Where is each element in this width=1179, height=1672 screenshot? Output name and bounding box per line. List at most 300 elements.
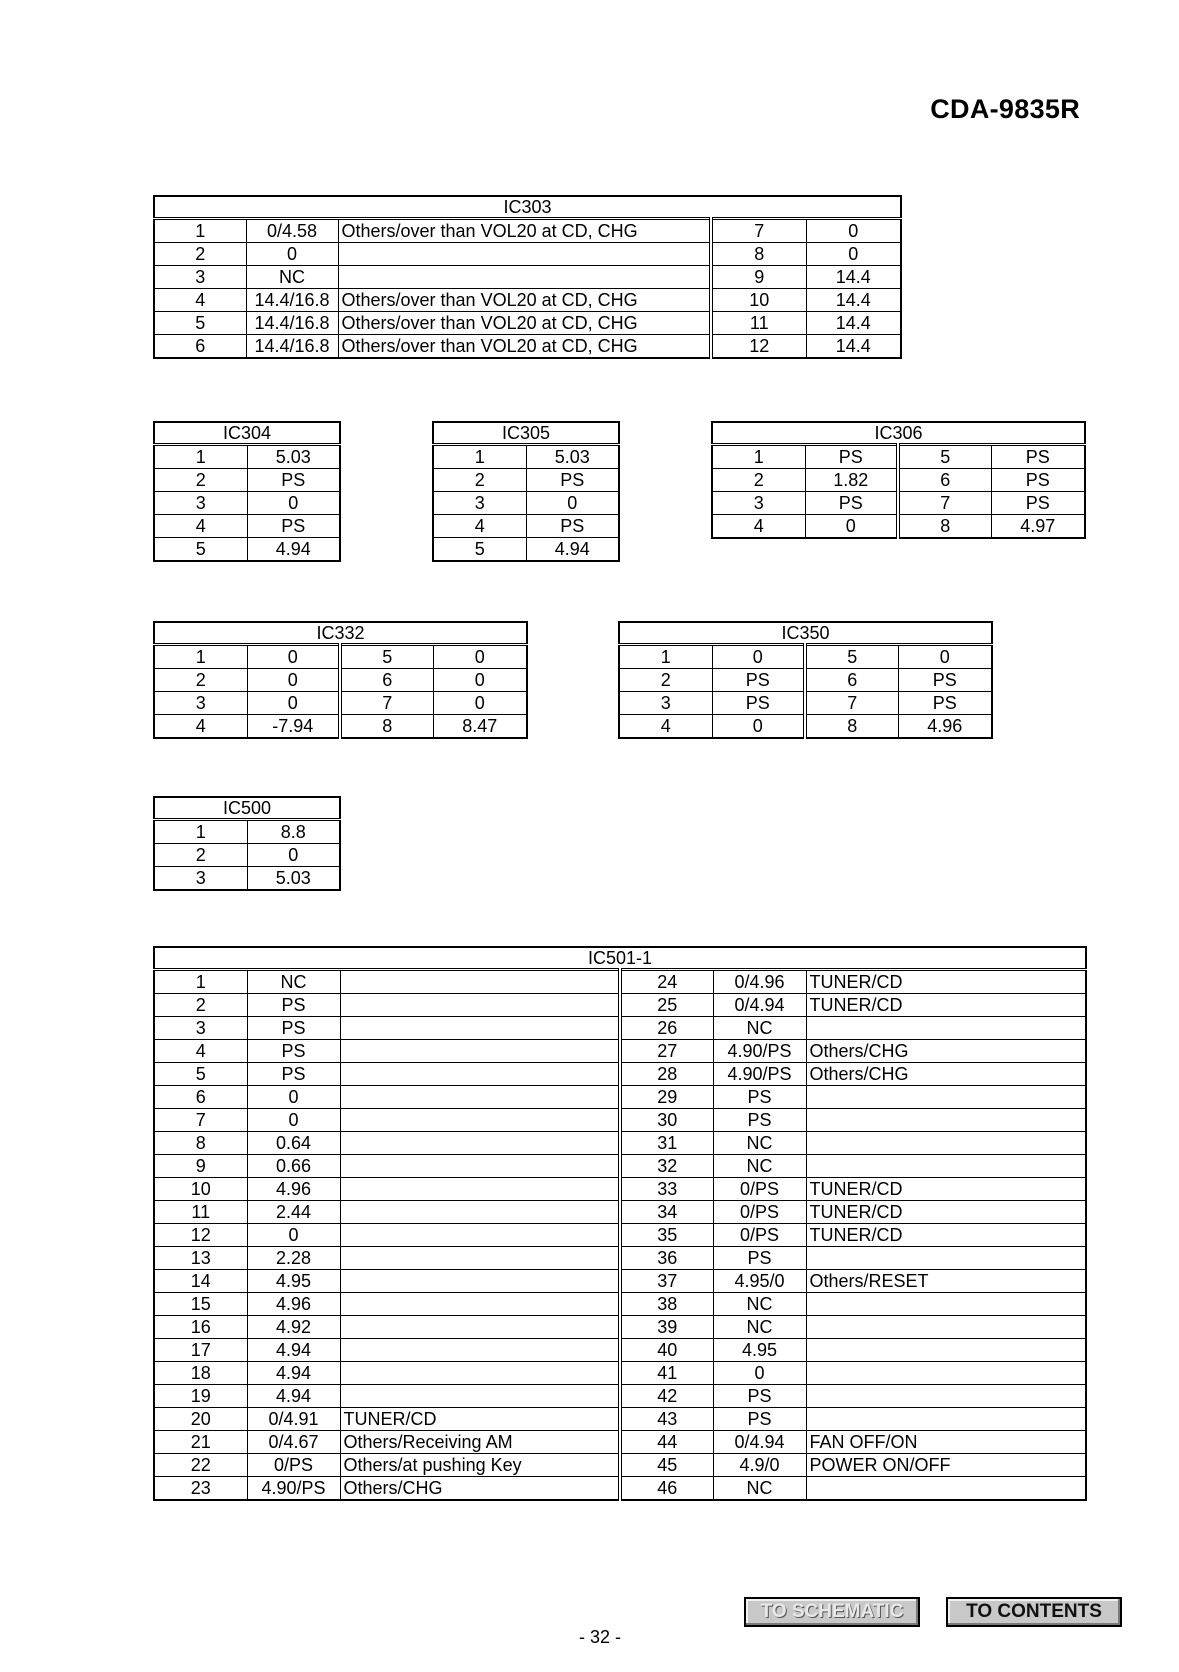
table-row: [712, 515, 1085, 539]
voltage: 8.47: [433, 715, 527, 739]
voltage: 0: [713, 1362, 806, 1385]
table-row: [154, 715, 527, 739]
voltage: 0: [247, 1109, 340, 1132]
voltage: 0/PS: [713, 1224, 806, 1247]
condition: TUNER/CD: [340, 1408, 620, 1431]
condition: [806, 1155, 1086, 1178]
table-row: [433, 515, 619, 538]
pin: 2: [154, 669, 247, 692]
condition: [340, 1339, 620, 1362]
pin: 5: [154, 312, 246, 335]
condition: [340, 1132, 620, 1155]
pin: 8: [898, 515, 991, 539]
pin: 2: [433, 469, 526, 492]
pin: 6: [340, 669, 433, 692]
condition: [340, 994, 620, 1017]
voltage: 0: [247, 692, 340, 715]
voltage: 5.03: [247, 445, 340, 469]
voltage: 4.96: [247, 1293, 340, 1316]
voltage: 4.94: [526, 538, 619, 562]
condition: Others/CHG: [340, 1477, 620, 1501]
pin: 5: [154, 538, 247, 562]
pin: 31: [620, 1132, 713, 1155]
pin: 35: [620, 1224, 713, 1247]
pin: 1: [154, 820, 247, 844]
voltage: PS: [991, 469, 1085, 492]
voltage: PS: [247, 1017, 340, 1040]
table-row: [712, 492, 1085, 515]
pin: 3: [154, 266, 246, 289]
condition: [806, 1247, 1086, 1270]
condition: Others/over than VOL20 at CD, CHG: [338, 312, 711, 335]
table-row: [154, 1477, 1086, 1501]
voltage: 4.97: [991, 515, 1085, 539]
table-row: [154, 1178, 1086, 1201]
condition: [340, 1040, 620, 1063]
condition: TUNER/CD: [806, 1224, 1086, 1247]
pin: 5: [898, 445, 991, 469]
table-row: [154, 1017, 1086, 1040]
pin: 10: [711, 289, 806, 312]
table-row: [154, 1224, 1086, 1247]
ic501-table: [153, 946, 1087, 1501]
table-row: [154, 335, 901, 359]
table-row: [154, 692, 527, 715]
pin: 25: [620, 994, 713, 1017]
condition: TUNER/CD: [806, 1201, 1086, 1224]
pin: 1: [154, 645, 247, 669]
voltage: 14.4: [806, 335, 901, 359]
ic305-title: IC305: [433, 422, 619, 445]
condition: [806, 1408, 1086, 1431]
condition: [806, 1362, 1086, 1385]
table-row: [154, 538, 340, 562]
pin: 1: [712, 445, 805, 469]
table-row: [154, 515, 340, 538]
pin: 3: [154, 867, 247, 891]
table-row: [154, 1201, 1086, 1224]
condition: [340, 1017, 620, 1040]
ic332-title: IC332: [154, 622, 527, 645]
voltage: 4.90/PS: [247, 1477, 340, 1501]
voltage: 14.4: [806, 289, 901, 312]
pin: 21: [154, 1431, 247, 1454]
table-row: [154, 445, 340, 469]
table-row: [154, 1063, 1086, 1086]
pin: 34: [620, 1201, 713, 1224]
voltage: 4.95: [247, 1270, 340, 1293]
voltage: 0: [712, 715, 805, 739]
to-contents-button[interactable]: TO CONTENTS: [946, 1597, 1122, 1627]
pin: 19: [154, 1385, 247, 1408]
pin: 6: [805, 669, 898, 692]
ic303-title: IC303: [154, 196, 901, 219]
pin: 7: [711, 219, 806, 243]
table-row: [154, 312, 901, 335]
voltage: PS: [247, 469, 340, 492]
table-row: [154, 1339, 1086, 1362]
condition: POWER ON/OFF: [806, 1454, 1086, 1477]
table-row: [619, 669, 992, 692]
condition: Others/at pushing Key: [340, 1454, 620, 1477]
pin: 1: [619, 645, 712, 669]
pin: 14: [154, 1270, 247, 1293]
table-row: [154, 867, 340, 891]
pin: 36: [620, 1247, 713, 1270]
ic303-table: [153, 195, 902, 359]
voltage: 5.03: [526, 445, 619, 469]
condition: Others/over than VOL20 at CD, CHG: [338, 335, 711, 359]
ic350-title: IC350: [619, 622, 992, 645]
voltage: 0/PS: [247, 1454, 340, 1477]
voltage: 4.90/PS: [713, 1063, 806, 1086]
condition: [806, 1109, 1086, 1132]
page-number: - 32 -: [578, 1627, 621, 1647]
voltage: 14.4/16.8: [246, 312, 338, 335]
table-row: [154, 1385, 1086, 1408]
pin: 24: [620, 970, 713, 994]
condition: [806, 1086, 1086, 1109]
table-row: [712, 469, 1085, 492]
ic306-title: IC306: [712, 422, 1085, 445]
condition: [340, 1362, 620, 1385]
table-row: [154, 1109, 1086, 1132]
voltage: PS: [713, 1408, 806, 1431]
pin: 41: [620, 1362, 713, 1385]
condition: Others/over than VOL20 at CD, CHG: [338, 289, 711, 312]
table-row: [154, 1293, 1086, 1316]
voltage: 2.44: [247, 1201, 340, 1224]
ic500-table: [153, 796, 341, 891]
voltage: NC: [246, 266, 338, 289]
to-schematic-button[interactable]: TO SCHEMATIC: [744, 1597, 920, 1627]
pin: 44: [620, 1431, 713, 1454]
voltage: 0: [898, 645, 992, 669]
table-row: [154, 469, 340, 492]
voltage: 0: [806, 243, 901, 266]
condition: [340, 1270, 620, 1293]
voltage: 0/4.94: [713, 994, 806, 1017]
voltage: PS: [247, 1040, 340, 1063]
condition: [806, 1293, 1086, 1316]
pin: 45: [620, 1454, 713, 1477]
table-row: [154, 266, 901, 289]
condition: TUNER/CD: [806, 994, 1086, 1017]
table-row: [712, 445, 1085, 469]
voltage: 0: [805, 515, 898, 539]
condition: [340, 1316, 620, 1339]
condition: [340, 1385, 620, 1408]
condition: TUNER/CD: [806, 970, 1086, 994]
ic332-table: [153, 621, 528, 739]
voltage: PS: [713, 1109, 806, 1132]
voltage: NC: [713, 1293, 806, 1316]
pin: 7: [340, 692, 433, 715]
voltage: NC: [713, 1155, 806, 1178]
voltage: 0: [526, 492, 619, 515]
voltage: 4.96: [247, 1178, 340, 1201]
table-row: [154, 994, 1086, 1017]
voltage: 0: [806, 219, 901, 243]
voltage: PS: [991, 492, 1085, 515]
voltage: 0: [247, 844, 340, 867]
voltage: PS: [526, 515, 619, 538]
condition: [338, 266, 711, 289]
voltage: 14.4/16.8: [246, 289, 338, 312]
table-row: [433, 469, 619, 492]
voltage: 0: [247, 1086, 340, 1109]
voltage: 4.94: [247, 1385, 340, 1408]
pin: 22: [154, 1454, 247, 1477]
pin: 7: [805, 692, 898, 715]
voltage: PS: [898, 692, 992, 715]
table-row: [154, 1086, 1086, 1109]
table-row: [433, 492, 619, 515]
pin: 2: [154, 844, 247, 867]
voltage: 4.90/PS: [713, 1040, 806, 1063]
voltage: 0: [247, 492, 340, 515]
table-row: [154, 492, 340, 515]
table-row: [154, 289, 901, 312]
table-row: [433, 445, 619, 469]
pin: 2: [154, 243, 246, 266]
condition: [340, 1155, 620, 1178]
table-row: [154, 243, 901, 266]
condition: Others/Receiving AM: [340, 1431, 620, 1454]
pin: 33: [620, 1178, 713, 1201]
voltage: 4.96: [898, 715, 992, 739]
pin: 28: [620, 1063, 713, 1086]
voltage: 0.64: [247, 1132, 340, 1155]
voltage: 4.95/0: [713, 1270, 806, 1293]
voltage: PS: [713, 1247, 806, 1270]
condition: [806, 1477, 1086, 1501]
pin: 8: [340, 715, 433, 739]
ic350-table: [618, 621, 993, 739]
voltage: PS: [247, 994, 340, 1017]
pin: 8: [805, 715, 898, 739]
pin: 23: [154, 1477, 247, 1501]
ic304-title: IC304: [154, 422, 340, 445]
voltage: 0/4.58: [246, 219, 338, 243]
pin: 3: [619, 692, 712, 715]
table-row: [154, 844, 340, 867]
condition: [340, 1109, 620, 1132]
table-row: [619, 692, 992, 715]
pin: 4: [154, 1040, 247, 1063]
condition: [340, 1201, 620, 1224]
pin: 5: [433, 538, 526, 562]
voltage: 4.94: [247, 1339, 340, 1362]
voltage: 0: [712, 645, 805, 669]
condition: [340, 1293, 620, 1316]
ic305-table: [432, 421, 620, 562]
table-row: [154, 1040, 1086, 1063]
table-row: [154, 970, 1086, 994]
voltage: NC: [713, 1477, 806, 1501]
ic304-table: [153, 421, 341, 562]
pin: 1: [154, 219, 246, 243]
condition: [340, 1063, 620, 1086]
pin: 5: [340, 645, 433, 669]
pin: 3: [433, 492, 526, 515]
pin: 3: [154, 1017, 247, 1040]
voltage: 2.28: [247, 1247, 340, 1270]
voltage: 0: [433, 669, 527, 692]
voltage: PS: [713, 1385, 806, 1408]
voltage: 0/4.94: [713, 1431, 806, 1454]
pin: 12: [711, 335, 806, 359]
pin: 37: [620, 1270, 713, 1293]
pin: 2: [619, 669, 712, 692]
table-row: [619, 645, 992, 669]
pin: 17: [154, 1339, 247, 1362]
voltage: 8.8: [247, 820, 340, 844]
voltage: 1.82: [805, 469, 898, 492]
pin: 3: [712, 492, 805, 515]
table-row: [154, 820, 340, 844]
condition: TUNER/CD: [806, 1178, 1086, 1201]
voltage: 4.92: [247, 1316, 340, 1339]
voltage: 0/4.67: [247, 1431, 340, 1454]
pin: 30: [620, 1109, 713, 1132]
pin: 40: [620, 1339, 713, 1362]
voltage: PS: [805, 445, 898, 469]
pin: 20: [154, 1408, 247, 1431]
pin: 10: [154, 1178, 247, 1201]
condition: [340, 1178, 620, 1201]
pin: 2: [712, 469, 805, 492]
table-row: [154, 1247, 1086, 1270]
table-row: [154, 1408, 1086, 1431]
voltage: PS: [712, 669, 805, 692]
table-row: [154, 1155, 1086, 1178]
pin: 4: [712, 515, 805, 539]
pin: 4: [154, 289, 246, 312]
ic501-title: IC501-1: [154, 947, 1086, 970]
pin: 7: [898, 492, 991, 515]
voltage: 5.03: [247, 867, 340, 891]
pin: 2: [154, 994, 247, 1017]
model-title: CDA-9835R: [930, 94, 1080, 124]
pin: 6: [154, 1086, 247, 1109]
ic500-title: IC500: [154, 797, 340, 820]
voltage: 4.94: [247, 538, 340, 562]
voltage: -7.94: [247, 715, 340, 739]
pin: 27: [620, 1040, 713, 1063]
voltage: 14.4: [806, 266, 901, 289]
voltage: PS: [247, 515, 340, 538]
pin: 12: [154, 1224, 247, 1247]
condition: [340, 970, 620, 994]
pin: 18: [154, 1362, 247, 1385]
voltage: 0/4.91: [247, 1408, 340, 1431]
table-row: [154, 1454, 1086, 1477]
table-row: [619, 715, 992, 739]
pin: 11: [154, 1201, 247, 1224]
voltage: PS: [898, 669, 992, 692]
pin: 1: [154, 970, 247, 994]
pin: 26: [620, 1017, 713, 1040]
table-row: [154, 219, 901, 243]
table-row: [154, 1431, 1086, 1454]
voltage: 0: [247, 645, 340, 669]
table-row: [154, 1316, 1086, 1339]
voltage: PS: [526, 469, 619, 492]
voltage: PS: [712, 692, 805, 715]
voltage: 0: [246, 243, 338, 266]
voltage: NC: [713, 1316, 806, 1339]
pin: 8: [154, 1132, 247, 1155]
voltage: 0: [247, 1224, 340, 1247]
voltage: PS: [991, 445, 1085, 469]
condition: Others/CHG: [806, 1040, 1086, 1063]
table-row: [154, 1270, 1086, 1293]
pin: 4: [154, 515, 247, 538]
voltage: 0/PS: [713, 1201, 806, 1224]
condition: [340, 1086, 620, 1109]
pin: 15: [154, 1293, 247, 1316]
voltage: 0/PS: [713, 1178, 806, 1201]
voltage: PS: [713, 1086, 806, 1109]
voltage: 0: [433, 645, 527, 669]
table-row: [154, 1362, 1086, 1385]
pin: 5: [805, 645, 898, 669]
condition: [338, 243, 711, 266]
pin: 32: [620, 1155, 713, 1178]
voltage: 4.9/0: [713, 1454, 806, 1477]
voltage: 0.66: [247, 1155, 340, 1178]
condition: Others/over than VOL20 at CD, CHG: [338, 219, 711, 243]
pin: 2: [154, 469, 247, 492]
voltage: 4.94: [247, 1362, 340, 1385]
pin: 13: [154, 1247, 247, 1270]
pin: 39: [620, 1316, 713, 1339]
voltage: 0: [433, 692, 527, 715]
condition: Others/CHG: [806, 1063, 1086, 1086]
pin: 4: [619, 715, 712, 739]
pin: 5: [154, 1063, 247, 1086]
voltage: NC: [247, 970, 340, 994]
condition: [340, 1224, 620, 1247]
pin: 42: [620, 1385, 713, 1408]
voltage: 14.4/16.8: [246, 335, 338, 359]
pin: 9: [711, 266, 806, 289]
pin: 16: [154, 1316, 247, 1339]
condition: [806, 1385, 1086, 1408]
voltage: NC: [713, 1132, 806, 1155]
voltage: NC: [713, 1017, 806, 1040]
pin: 29: [620, 1086, 713, 1109]
voltage: 0/4.96: [713, 970, 806, 994]
voltage: PS: [805, 492, 898, 515]
pin: 4: [433, 515, 526, 538]
ic306-table: [711, 421, 1086, 539]
pin: 7: [154, 1109, 247, 1132]
pin: 3: [154, 492, 247, 515]
pin: 4: [154, 715, 247, 739]
pin: 46: [620, 1477, 713, 1501]
pin: 1: [154, 445, 247, 469]
pin: 6: [898, 469, 991, 492]
pin: 1: [433, 445, 526, 469]
condition: [806, 1132, 1086, 1155]
pin: 38: [620, 1293, 713, 1316]
pin: 8: [711, 243, 806, 266]
table-row: [433, 538, 619, 562]
pin: 11: [711, 312, 806, 335]
pin: 6: [154, 335, 246, 359]
